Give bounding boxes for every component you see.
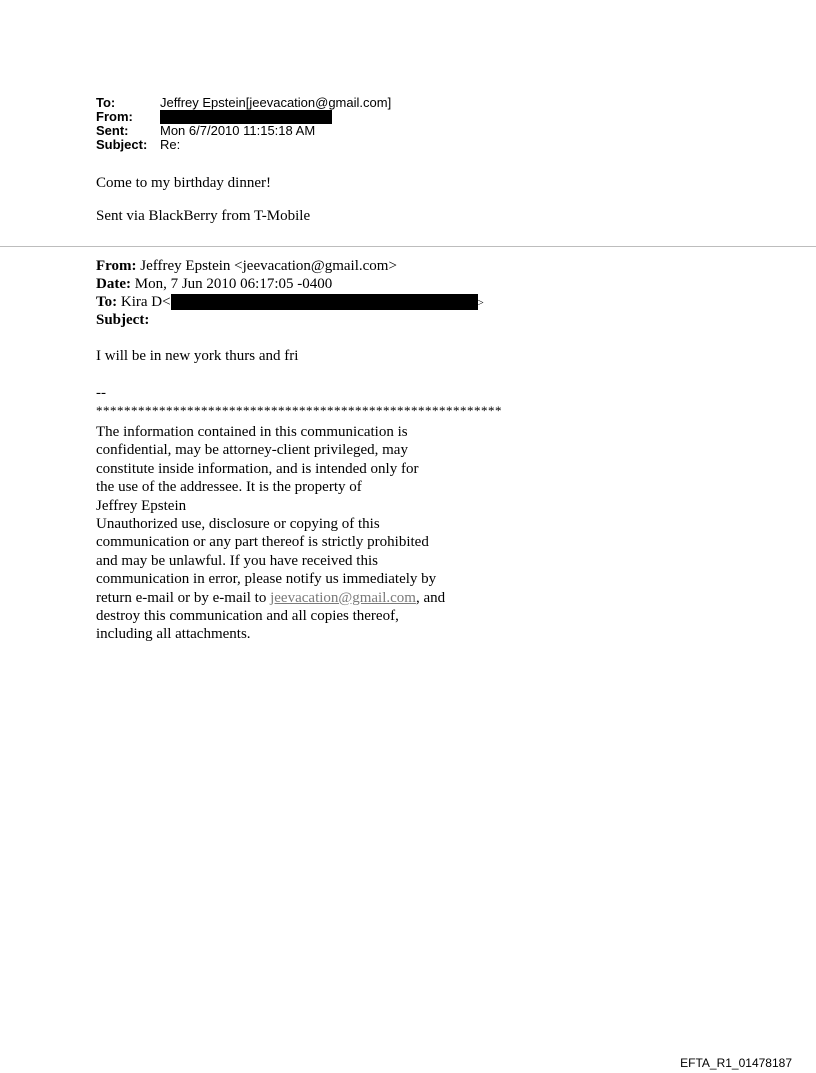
disclaimer-line: Jeffrey Epstein — [96, 497, 187, 514]
document-id: EFTA_R1_01478187 — [680, 1056, 792, 1070]
quoted-date-row — [96, 275, 484, 293]
disclaimer-line: communication in error, please notify us immediately by — [96, 571, 437, 588]
disclaimer-line: the use of the addressee. It is the property of — [96, 479, 362, 496]
disclaimer-line: constitute inside information, and is intended only for — [96, 460, 419, 477]
quoted-from-label: From: — [96, 258, 137, 274]
quoted-date-value: Mon, 7 Jun 2010 06:17:05 -0400 — [134, 276, 333, 292]
header-sent-row — [96, 124, 391, 138]
disclaimer-text: , and — [415, 589, 446, 606]
quoted-from-row — [96, 257, 484, 275]
sent-value: Mon 6/7/2010 11:15:18 AM — [160, 123, 316, 138]
disclaimer-line: and may be unlawful. If you have received this — [96, 552, 378, 569]
quoted-subject-row — [96, 311, 484, 329]
header-from-row — [96, 110, 391, 124]
quoted-from-value: Jeffrey Epstein <jeevacation@gmail.com> — [140, 258, 397, 274]
message-divider — [0, 246, 816, 247]
from-label: From: — [96, 109, 133, 124]
signature-stars: ********************************************************** — [96, 403, 502, 418]
to-value: Jeffrey Epstein[jeevacation@gmail.com] — [160, 95, 392, 110]
to-redaction — [171, 294, 478, 310]
quoted-body: I will be in new york thurs and fri — [96, 348, 299, 364]
disclaimer-line: confidential, may be attorney-client privileged, may — [96, 442, 408, 459]
quoted-date-label: Date: — [96, 276, 131, 292]
disclaimer-line-email — [96, 589, 445, 607]
quoted-to-label: To: — [96, 294, 118, 310]
header-to-row — [96, 96, 391, 110]
quoted-subject-label: Subject: — [96, 312, 150, 328]
disclaimer-line: communication or any part thereof is strictly prohibited — [96, 534, 429, 551]
quoted-to-row — [96, 293, 484, 311]
quoted-to-prefix: Kira D< — [120, 294, 171, 310]
quoted-header — [96, 257, 484, 329]
disclaimer-line: Unauthorized use, disclosure or copying of this — [96, 516, 380, 533]
disclaimer-line: destroy this communication and all copies thereof, — [96, 608, 399, 625]
subject-value: Re: — [160, 137, 181, 152]
email-link[interactable]: jeevacation@gmail.com — [270, 589, 416, 606]
email-header — [96, 96, 391, 152]
reply-signature: Sent via BlackBerry from T-Mobile — [96, 208, 311, 224]
disclaimer-line: including all attachments. — [96, 626, 251, 643]
from-redaction — [160, 110, 332, 124]
to-label: To: — [96, 95, 116, 110]
disclaimer-line: The information contained in this communication is — [96, 424, 408, 440]
quoted-to-suffix: > — [477, 297, 484, 309]
signature-dashes: -- — [96, 385, 106, 401]
reply-body: Come to my birthday dinner! — [96, 175, 271, 191]
header-subject-row — [96, 138, 391, 152]
subject-label: Subject: — [96, 137, 148, 152]
confidentiality-disclaimer — [96, 423, 445, 644]
disclaimer-text: return e-mail or by e-mail to — [96, 589, 271, 606]
sent-label: Sent: — [96, 123, 129, 138]
